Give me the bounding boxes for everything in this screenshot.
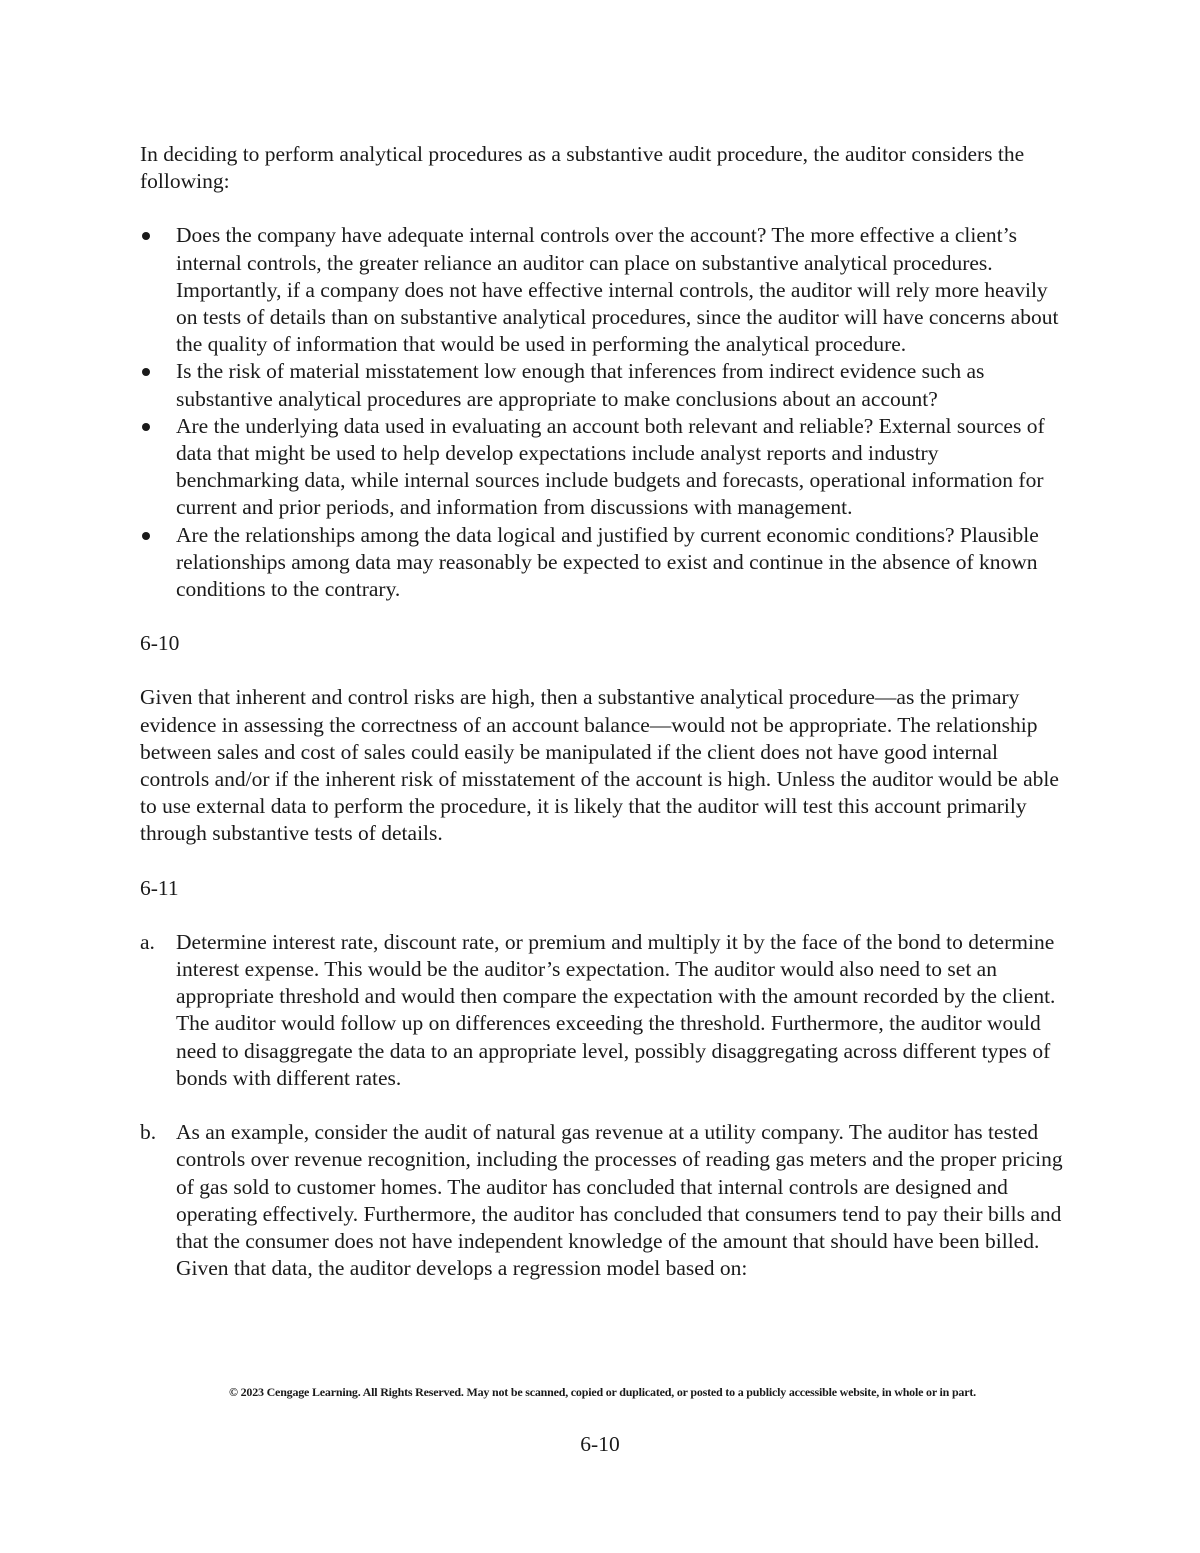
bullet-icon xyxy=(142,368,150,376)
list-item xyxy=(140,413,1065,522)
section-6-11-list xyxy=(140,929,1065,1282)
page-number: 6-10 xyxy=(580,1432,620,1456)
list-item-text: Is the risk of material misstatement low enough that inferences from indirect evidence such as substantive analytical procedures are appropriate to make conclusions about an account? xyxy=(176,359,985,411)
list-item xyxy=(140,522,1065,604)
intro-paragraph: In deciding to perform analytical procedures as a substantive audit procedure, the auditor considers the following: xyxy=(140,142,1025,194)
list-item-text: As an example, consider the audit of natural gas revenue at a utility company. The auditor has tested controls over revenue recognition, including the processes of reading gas meters and the proper pricing of gas sold to customer homes. The auditor has concluded that internal controls are designed and operating effectively. Furthermore, the auditor has concluded that consumers tend to pay their bills and that the consumer does not have independent knowledge of the amount that should have been billed. Given that data, the auditor develops a regression model based on: xyxy=(176,1120,1063,1281)
section-heading-6-11: 6-11 xyxy=(140,875,179,900)
list-item-text: Are the relationships among the data logical and justified by current economic conditions? Plausible relationships among data may reasonably be expected to exist and continue in the absence of known conditions to the contrary. xyxy=(176,522,1039,602)
document-page xyxy=(140,141,1065,1309)
list-item-text: Determine interest rate, discount rate, or premium and multiply it by the face of the bond to determine interest expense. This would be the auditor’s expectation. The auditor would also need to set an appropriate threshold and would then compare the expectation with the amount recorded by the client. The auditor would follow up on differences exceeding the threshold. Furthermore, the auditor would need to disaggregate the data to an appropriate level, possibly disaggregating across different types of bonds with different rates. xyxy=(176,929,1056,1090)
list-marker: b. xyxy=(140,1120,157,1145)
list-item xyxy=(140,222,1065,358)
section-heading-6-10: 6-10 xyxy=(140,631,180,656)
list-item xyxy=(140,1119,1065,1282)
list-item-text: Are the underlying data used in evaluating an account both relevant and reliable? External sources of data that might be used to help develop expectations include analyst reports and industry benchmarking data, while internal sources include budgets and forecasts, operational information for current and prior periods, and information from discussions with management. xyxy=(176,413,1045,520)
list-item-text: Does the company have adequate internal controls over the account? The more effective a client’s internal controls, the greater reliance an auditor can place on substantive analytical procedures. Importantly, if a company does not have effective internal controls, the auditor will rely more heavily on tests of details than on substantive analytical procedures, since the auditor will have concerns about the quality of information that would be used in performing the analytical procedure. xyxy=(176,223,1059,357)
copyright-notice: © 2023 Cengage Learning. All Rights Reserved. May not be scanned, copied or duplicated, or posted to a publicly accessible website, in whole or in part. xyxy=(229,1385,976,1399)
bullet-icon xyxy=(142,232,150,240)
bullet-icon xyxy=(142,423,150,431)
considerations-list xyxy=(140,222,1065,603)
list-item xyxy=(140,929,1065,1092)
bullet-icon xyxy=(142,532,150,540)
list-marker: a. xyxy=(140,929,155,954)
list-item xyxy=(140,358,1065,412)
section-6-10-body: Given that inherent and control risks are high, then a substantive analytical procedure—as the primary evidence in assessing the correctness of an account balance—would not be appropriate. The relationship between sales and cost of sales could easily be manipulated if the client does not have good internal controls and/or if the inherent risk of misstatement of the account is high. Unless the auditor would be able to use external data to perform the procedure, it is likely that the auditor will test this account primarily through substantive tests of details. xyxy=(140,685,1059,846)
